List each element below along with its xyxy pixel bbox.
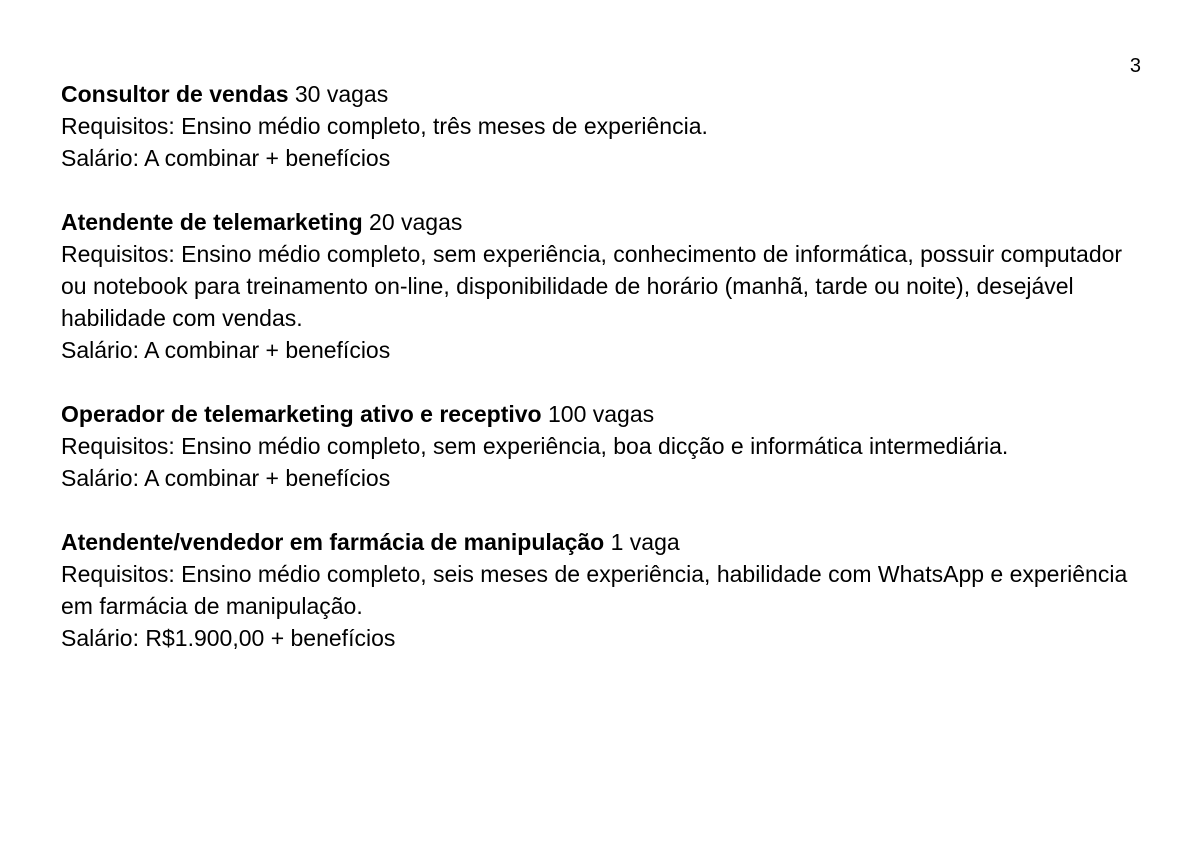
job-listing-consultor-de-vendas: [61, 78, 1141, 174]
job-requirements: Requisitos: Ensino médio completo, sem experiência, boa dicção e informática intermediária.: [61, 433, 1009, 459]
job-heading: [61, 78, 1141, 110]
job-requirements: Requisitos: Ensino médio completo, três meses de experiência.: [61, 113, 708, 139]
job-salary: Salário: A combinar + benefícios: [61, 337, 391, 363]
job-title: Atendente/vendedor em farmácia de manipulação: [61, 529, 605, 555]
job-listing-atendente-de-telemarketing: [61, 206, 1141, 366]
job-salary: Salário: R$1.900,00 + benefícios: [61, 625, 396, 651]
job-title: Operador de telemarketing ativo e receptivo: [61, 401, 542, 427]
job-heading: [61, 206, 1141, 238]
job-vacancies: 100 vagas: [548, 401, 655, 427]
job-listing-atendente-vendedor-farmacia: [61, 526, 1141, 654]
job-title: Atendente de telemarketing: [61, 209, 363, 235]
page-number: 3: [1129, 55, 1141, 77]
job-heading: [61, 526, 1141, 558]
job-vacancies: 1 vaga: [610, 529, 680, 555]
job-title: Consultor de vendas: [61, 81, 289, 107]
job-salary: Salário: A combinar + benefícios: [61, 145, 391, 171]
job-heading: [61, 398, 1141, 430]
job-vacancies: 20 vagas: [369, 209, 463, 235]
job-requirements: Requisitos: Ensino médio completo, sem experiência, conhecimento de informática, possuir computador ou notebook para treinamento on-line, disponibilidade de horário (manhã, tarde ou noite), desejável habilidade com vendas.: [61, 241, 1123, 331]
job-vacancies: 30 vagas: [294, 81, 389, 107]
job-listings: [61, 78, 1141, 686]
job-requirements: Requisitos: Ensino médio completo, seis meses de experiência, habilidade com WhatsApp e experiência em farmácia de manipulação.: [61, 561, 1128, 619]
job-salary: Salário: A combinar + benefícios: [61, 465, 391, 491]
job-listing-operador-de-telemarketing: [61, 398, 1141, 494]
